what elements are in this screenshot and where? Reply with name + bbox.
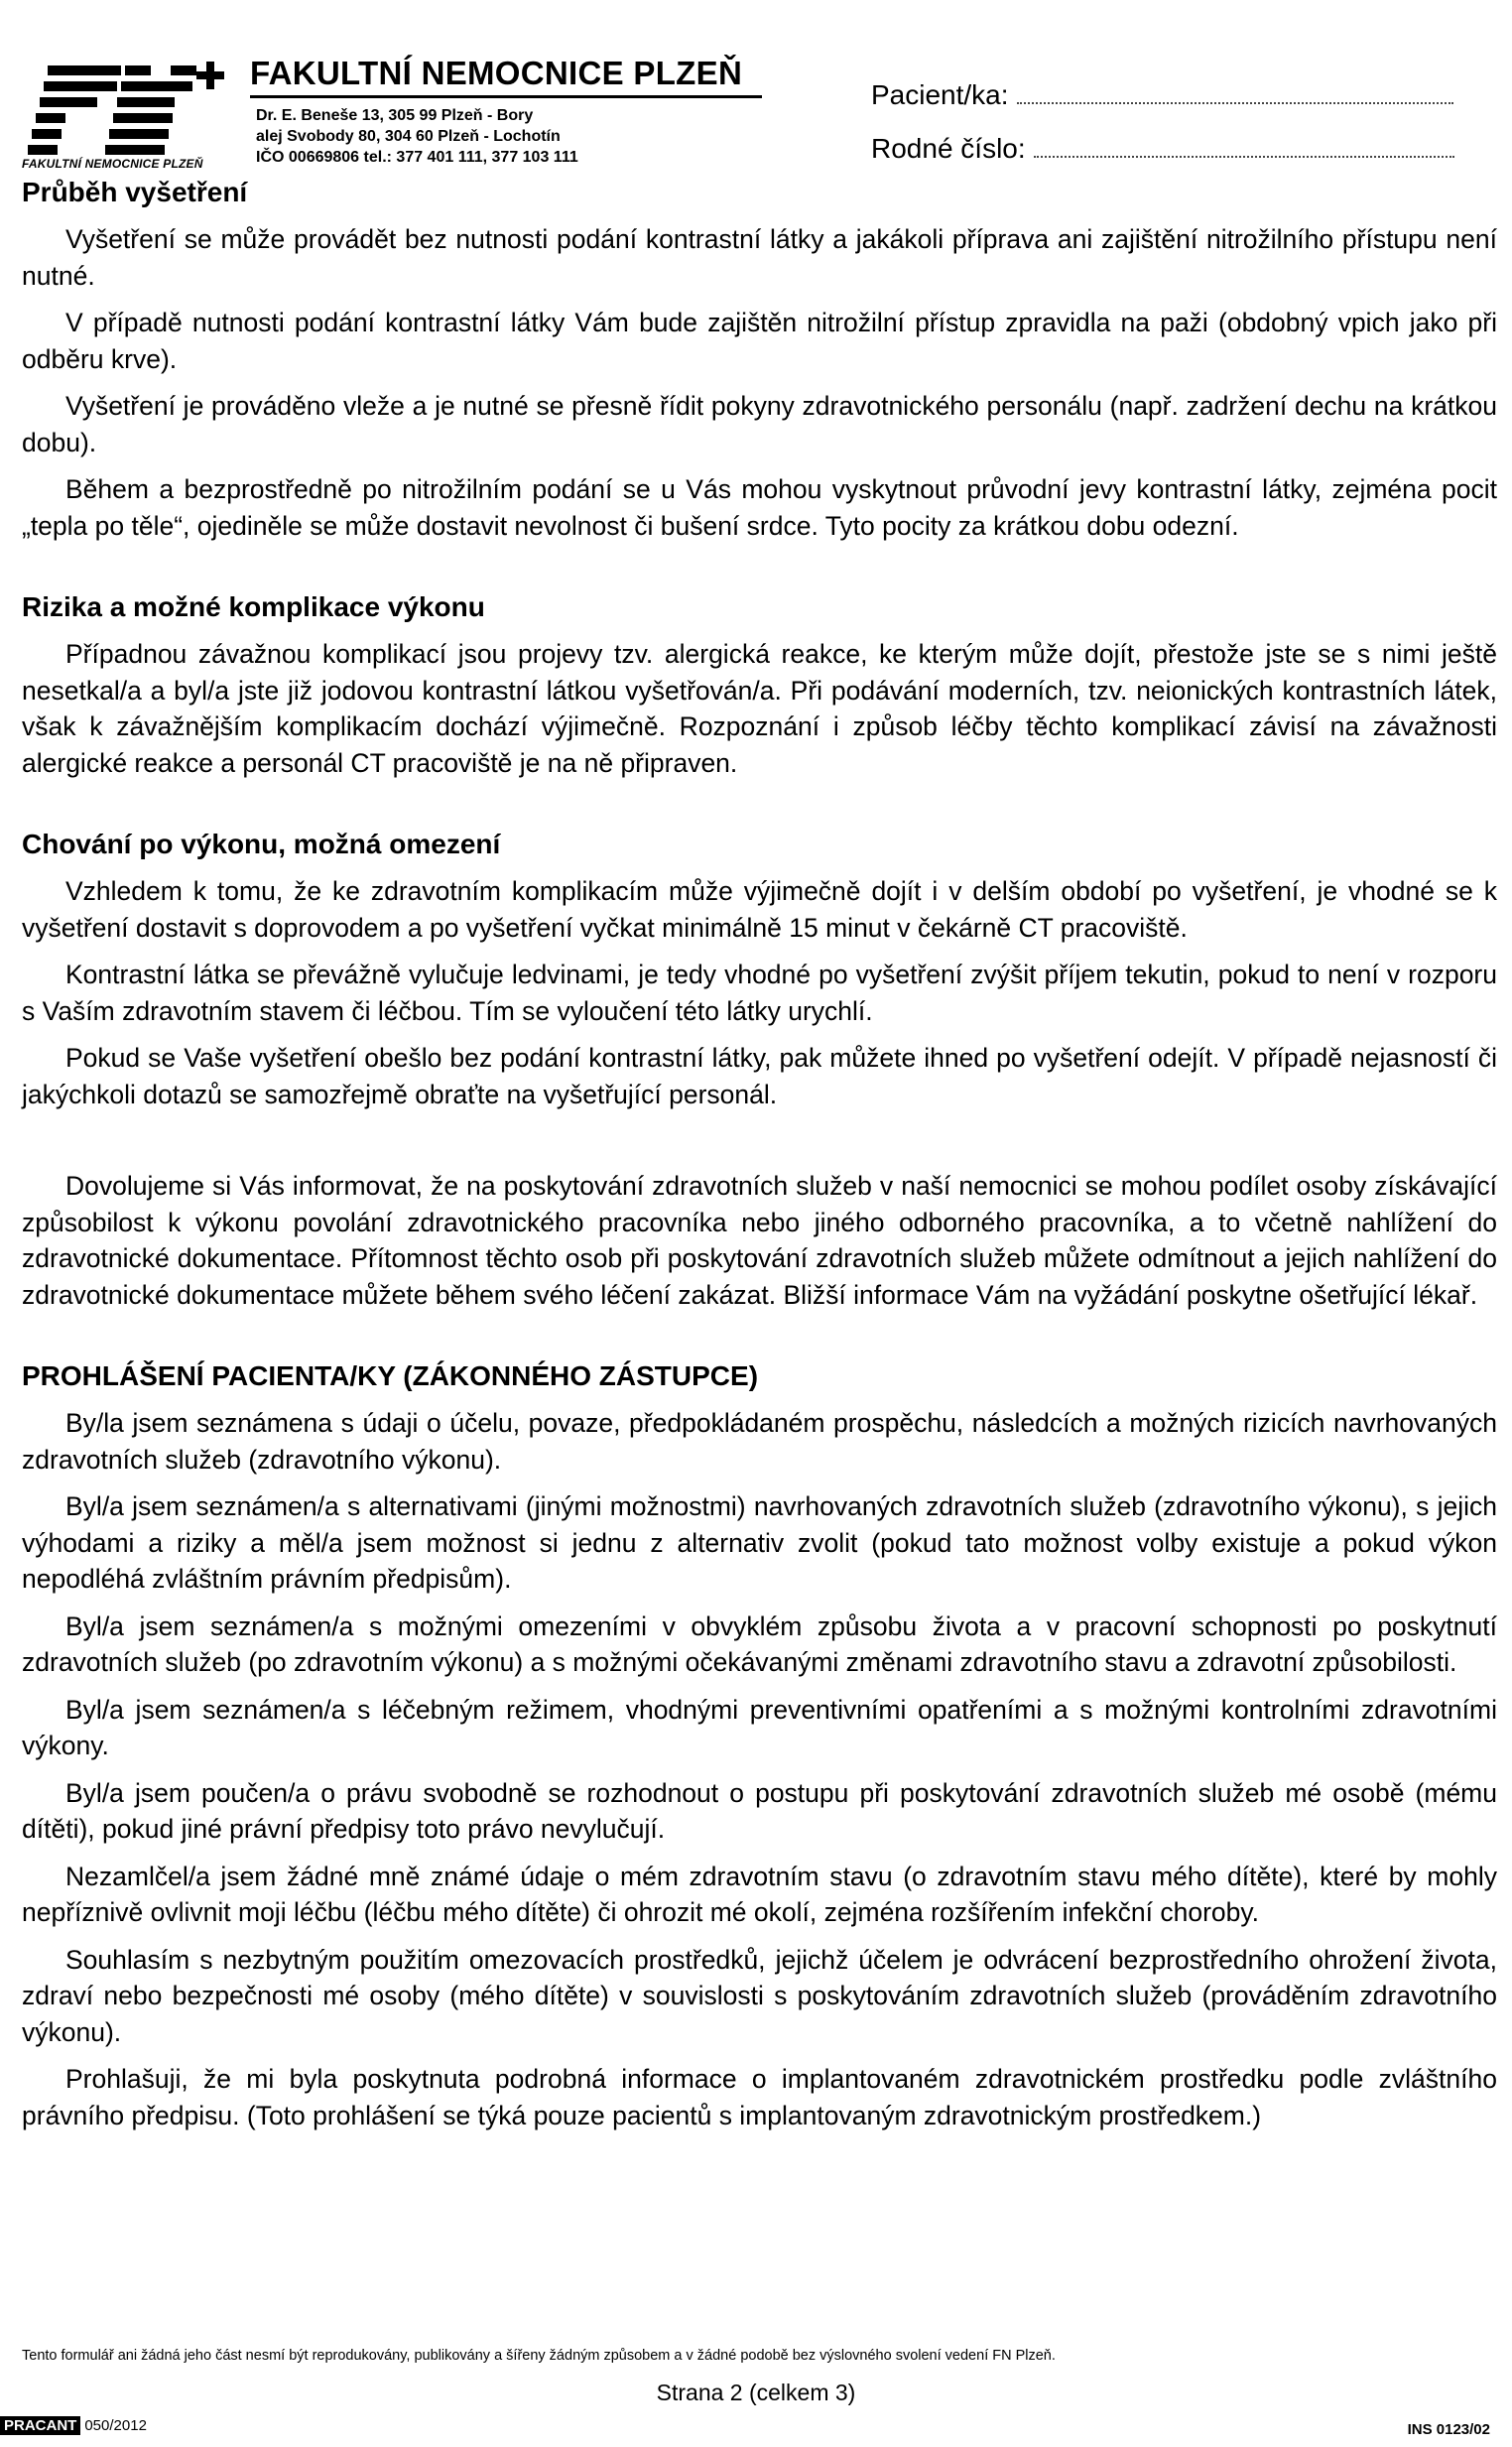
page-number: Strana 2 (celkem 3) [656, 2380, 856, 2405]
copyright-note: Tento formulář ani žádná jeho část nesmí být reprodukovány, publikovány a šířeny žádným způsobem a v žádné podobě bez výslovného svolení vedení FN Plzeň. [22, 2348, 1056, 2364]
birth-number-blank [1034, 156, 1454, 158]
organization-address [256, 105, 578, 168]
declaration-paragraph: Prohlašuji, že mi byla poskytnuta podrobná informace o implantovaném zdravotnickém prostředku podle zvláštního právního předpisu. (Toto prohlášení se týká pouze pacientů s implantovaným zdravotnickým prostředkem.) [22, 2064, 1497, 2130]
paragraph: V případě nutnosti podání kontrastní látky Vám bude zajištěn nitrožilní přístup zpravidla na paži (obdobný vpich jako při odběru krve). [22, 308, 1497, 374]
paragraph: Vyšetření je prováděno vleže a je nutné se přesně řídit pokyny zdravotnického personálu (např. zadržení dechu na krátkou dobu). [22, 391, 1497, 457]
declaration-paragraph: Souhlasím s nezbytným použitím omezovacích prostředků, jejichž účelem je odvrácení bezprostředního ohrožení života, zdraví nebo bezpečnosti mé osoby (mého dítěte) v souvislosti s poskytováním zdravotních služeb (prováděním zdravotního výkonu). [22, 1944, 1497, 2047]
birth-number-field [871, 133, 1454, 165]
pracant-mark [0, 2416, 147, 2435]
logo-caption: FAKULTNÍ NEMOCNICE PLZEŇ [22, 157, 203, 171]
patient-label: Pacient/ka: [871, 79, 1009, 110]
address-line: alej Svobody 80, 304 60 Plzeň - Lochotín [256, 128, 561, 145]
staff-notice: Dovolujeme si Vás informovat, že na poskytování zdravotních služeb v naší nemocnici se mohou podílet osoby získávající způsobilost k výkonu povolání zdravotnického pracovníka nebo jiného odborného pracovníka, a to včetně nahlížení do zdravotnické dokumentace. Přítomnost těchto osob při poskytování zdravotních služeb můžete odmítnout a jejich nahlížení do zdravotnické dokumentace můžete během svého léčení zakázat. Bližší informace Vám na vyžádání poskytne ošetřující lékař. [22, 1171, 1497, 1310]
paragraph: Během a bezprostředně po nitrožilním podání se u Vás mohou vyskytnout průvodní jevy kontrastní látky, zejména pocit „tepla po těle“, ojediněle se může dostavit nevolnost či bušení srdce. Tyto pocity za krátkou dobu odezní. [22, 474, 1497, 541]
organization-name: FAKULTNÍ NEMOCNICE PLZEŇ [250, 55, 743, 91]
pracant-label: PRACANT [0, 2416, 80, 2435]
patient-field [871, 79, 1453, 111]
declaration-paragraph: Byl/a jsem seznámen/a s možnými omezeními v obvyklém způsobu života a v pracovní schopnosti po poskytnutí zdravotních služeb (po zdravotním výkonu) a s možnými očekávanými změnami zdravotního stavu a zdravotní způsobilosti. [22, 1610, 1497, 1677]
paragraph: Vzhledem k tomu, že ke zdravotním komplikacím může výjimečně dojít i v delším období po vyšetření, je vhodné se k vyšetření dostavit s doprovodem a po vyšetření vyčkat minimálně 15 minut v čekárně CT pracoviště. [22, 876, 1497, 943]
declaration-paragraph: Byl/a jsem poučen/a o právu svobodně se rozhodnout o postupu při poskytování zdravotních služeb mé osobě (mému dítěti), pokud jiné právní předpisy toto právo nevylučují. [22, 1777, 1497, 1844]
form-code: INS 0123/02 [1407, 2421, 1490, 2438]
document-body [22, 175, 1497, 2133]
declaration-paragraph: Nezamlčel/a jsem žádné mně známé údaje o mém zdravotním stavu (o zdravotním stavu mého dítěte), které by mohly nepříznivě ovlivnit moji léčbu (léčbu mého dítěte) či ohrozit mé okolí, zejména rozšířením infekční choroby. [22, 1861, 1497, 1927]
paragraph: Případnou závažnou komplikací jsou projevy tzv. alergická reakce, ke kterým může dojít, přestože jste se s nimi ještě nesetkal/a a byl/a jste již jodovou kontrastní látkou vyšetřován/a. Při podávání moderních, tzv. neionických kontrastních látek, však k závažnějším komplikacím dochází výjimečně. Rozpoznání i způsob léčby těchto komplikací závisí na závažnosti alergické reakce a personál CT pracoviště je na ně připraven. [22, 639, 1497, 778]
paragraph: Vyšetření se může provádět bez nutnosti podání kontrastní látky a jakákoli příprava ani zajištění nitrožilního přístupu není nutné. [22, 224, 1497, 291]
patient-blank [1017, 102, 1453, 104]
hospital-logo [22, 60, 232, 173]
declaration-heading: PROHLÁŠENÍ PACIENTA/KY (ZÁKONNÉHO ZÁSTUPCE) [22, 1360, 759, 1391]
paragraph: Pokud se Vaše vyšetření obešlo bez podání kontrastní látky, pak můžete ihned po vyšetření odejít. V případě nejasností či jakýchkoli dotazů se samozřejmě obraťte na vyšetřující personál. [22, 1043, 1497, 1109]
birth-number-label: Rodné číslo: [871, 133, 1026, 164]
address-line: Dr. E. Beneše 13, 305 99 Plzeň - Bory [256, 107, 534, 124]
fn-logo-mark [22, 60, 232, 157]
header-divider [250, 95, 762, 98]
paragraph: Kontrastní látka se převážně vylučuje ledvinami, je tedy vhodné po vyšetření zvýšit příjem tekutin, pokud to není v rozporu s Vaším zdravotním stavem či léčbou. Tím se vyloučení této látky urychlí. [22, 960, 1497, 1026]
declaration-paragraph: By/la jsem seznámena s údaji o účelu, povaze, předpokládaném prospěchu, následcích a možných rizicích navrhovaných zdravotních služeb (zdravotního výkonu). [22, 1408, 1497, 1475]
declaration-paragraph: Byl/a jsem seznámen/a s léčebným režimem, vhodnými preventivními opatřeními a s možnými kontrolními zdravotními výkony. [22, 1694, 1497, 1760]
address-line: IČO 00669806 tel.: 377 401 111, 377 103 111 [256, 149, 578, 166]
pracant-code: 050/2012 [84, 2417, 147, 2434]
section-heading: Chování po výkonu, možná omezení [22, 829, 501, 859]
section-heading: Rizika a možné komplikace výkonu [22, 591, 485, 622]
section-heading: Průběh vyšetření [22, 177, 248, 207]
declaration-paragraph: Byl/a jsem seznámen/a s alternativami (jinými možnostmi) navrhovaných zdravotních služeb (zdravotního výkonu), s jejich výhodami a riziky a měl/a jsem možnost si jednu z alternativ zvolit (pokud tato možnost volby existuje a pokud výkon nepodléhá zvláštním právním předpisům). [22, 1491, 1497, 1594]
